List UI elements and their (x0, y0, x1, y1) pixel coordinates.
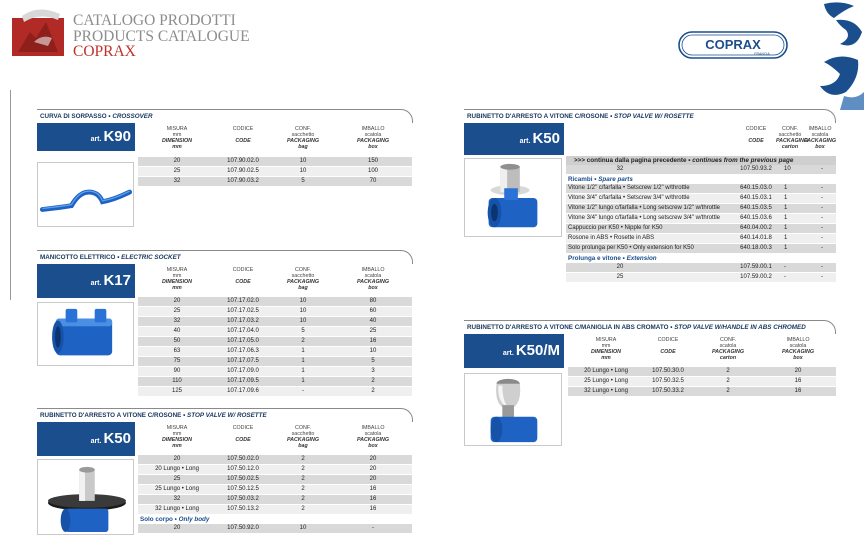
table-row: 20 107.59.00.1 - - (566, 263, 836, 273)
col-size: MISURA mm DIMENSION mm (161, 126, 193, 150)
col-size: MISURA mm DIMENSION mm (590, 337, 622, 361)
table-row: 75 107.17.07.5 1 5 (138, 357, 412, 367)
title-english: STOP VALVE W/ ROSETTE (614, 113, 694, 120)
table-row: 20 107.90.02.0 10 150 (138, 157, 412, 167)
table-row: 32 Lungo • Long 107.50.33.2 2 16 (568, 387, 836, 397)
subsection-label: Solo corpo • Only body (140, 516, 210, 523)
col-code: CODICE CODE (745, 126, 767, 144)
data-table (138, 455, 412, 534)
section-title: CURVA DI SORPASSO • CROSSOVER (37, 109, 413, 123)
section-k17 (37, 250, 413, 400)
section-k50-continued (464, 109, 836, 294)
table-row: 40 107.17.04.0 5 25 (138, 327, 412, 337)
title-italian: RUBINETTO D'ARRESTO A VITONE C/ROSONE (467, 113, 609, 120)
product-photo (37, 162, 134, 227)
table-row: 20 Lungo • Long 107.50.30.0 2 20 (568, 367, 836, 377)
continued-note: >>> continua dalla pagina precedente • continues from the previous page (566, 156, 836, 165)
col-code: CODICE CODE (232, 267, 254, 285)
table-row: Vitone 1/2" lungo c/farfalla • Long setscrew 1/2" w/throttle 640.15.03.5 1 - (566, 204, 836, 214)
table-row: 25 107.59.00.2 - - (566, 273, 836, 283)
table-row: Solo prolunga per K50 • Only extension for K50 640.18.00.3 1 - (566, 244, 836, 254)
col-bag: CONF. scatola PACKAGING carton (712, 337, 744, 361)
table-row: Rosone in ABS • Rosette in ABS 640.14.01.8 1 - (566, 234, 836, 244)
col-code: CODICE CODE (232, 126, 254, 144)
section-k50 (37, 408, 413, 535)
table-row: 110 107.17.09.5 1 2 (138, 377, 412, 387)
table-row: Vitone 3/4" c/farfalla • Setscrew 3/4" w/throttle 640.15.03.1 1 - (566, 194, 836, 204)
article-label (37, 264, 135, 298)
col-bag: CONF. sacchetto PACKAGING bag (287, 126, 319, 150)
col-box: IMBALLO scatola PACKAGING box (357, 425, 389, 449)
table-row: Vitone 1/2" c/farfalla • Setscrew 1/2" w/throttle 640.15.03.0 1 - (566, 184, 836, 194)
title-english: CROSSOVER (112, 113, 153, 120)
article-prefix: art. (90, 280, 102, 287)
table-row: Cappuccio per K50 • Nipple for K50 640.04.00.2 1 - (566, 224, 836, 234)
title-italian: CURVA DI SORPASSO (40, 113, 107, 120)
article-prefix: art. (502, 350, 514, 357)
table-row: 20 107.17.02.0 10 80 (138, 297, 412, 307)
title-english: STOP VALVE W/ ROSETTE (187, 412, 267, 419)
title-italian: RUBINETTO D'ARRESTO A VITONE C/ROSONE (40, 412, 182, 419)
col-size: MISURA mm DIMENSION mm (161, 425, 193, 449)
section-k50m (464, 320, 836, 446)
article-label (464, 123, 564, 155)
product-photo (37, 302, 134, 366)
table-row: 25 Lungo • Long 107.50.32.5 2 16 (568, 377, 836, 387)
product-photo (464, 158, 562, 237)
table-row: 90 107.17.09.0 1 3 (138, 367, 412, 377)
article-code: K50 (103, 430, 131, 447)
col-box: IMBALLO scatola PACKAGING box (357, 267, 389, 291)
article-code: K50/M (515, 342, 560, 359)
logo-sub: FRANCIA (754, 52, 770, 56)
data-table (568, 367, 836, 397)
title-italian: RUBINETTO D'ARRESTO A VITONE C/MANIGLIA IN ABS CROMATO (467, 324, 669, 331)
section-title: MANICOTTO ELETTRICO • ELECTRIC SOCKET (37, 250, 413, 264)
data-table (138, 297, 412, 397)
coprax-logo (678, 31, 788, 59)
margin-rule (10, 90, 11, 300)
title-brand: COPRAX (73, 43, 136, 60)
table-row: 20 Lungo • Long 107.50.12.0 2 20 (138, 465, 412, 475)
table-row: 50 107.17.05.0 2 16 (138, 337, 412, 347)
col-size: MISURA mm DIMENSION mm (161, 267, 193, 291)
data-table (566, 156, 836, 283)
article-label (464, 334, 564, 368)
table-row: 20 107.50.02.0 2 20 (138, 455, 412, 465)
table-row: 25 107.50.02.5 2 20 (138, 475, 412, 485)
section-title: RUBINETTO D'ARRESTO A VITONE C/ROSONE • STOP VALVE W/ ROSETTE (37, 408, 413, 422)
table-row: 25 107.17.02.5 10 60 (138, 307, 412, 317)
article-label (37, 422, 135, 456)
article-code: K17 (103, 272, 131, 289)
col-bag: CONF. sacchetto PACKAGING bag (287, 267, 319, 291)
table-row: Vitone 3/4" lungo c/farfalla • Long setscrew 3/4" w/throttle 640.15.03.6 1 - (566, 214, 836, 224)
catalogue-title (73, 13, 250, 60)
title-italian: MANICOTTO ELETTRICO (40, 254, 116, 261)
logo-text: COPRAX (705, 37, 761, 52)
decorative-water-swirl (810, 0, 865, 110)
table-row: 32 Lungo • Long 107.50.13.2 2 16 (138, 505, 412, 515)
section-k90 (37, 109, 413, 227)
section-title: RUBINETTO D'ARRESTO A VITONE C/MANIGLIA IN ABS CROMATO • STOP VALVE W/HANDLE IN ABS CHROMED (464, 320, 836, 334)
data-table (138, 157, 412, 187)
article-prefix: art. (90, 136, 102, 143)
subsection-label: Ricambi • Spare parts (568, 176, 633, 183)
article-label (37, 123, 135, 151)
table-row: 63 107.17.06.3 1 10 (138, 347, 412, 357)
table-row: 32 107.50.03.2 2 16 (138, 495, 412, 505)
subsection-label: Prolunga e vitone • Extension (568, 255, 657, 262)
title-english: PRODUCTS CATALOGUE (73, 27, 250, 45)
coprax-emblem (12, 8, 68, 56)
table-row: 25 Lungo • Long 107.50.12.5 2 16 (138, 485, 412, 495)
title-italian: CATALOGO PRODOTTI (73, 12, 236, 29)
table-row: 25 107.90.02.5 10 100 (138, 167, 412, 177)
section-title: RUBINETTO D'ARRESTO A VITONE C/ROSONE • STOP VALVE W/ ROSETTE (464, 109, 836, 123)
col-bag: CONF. sacchetto PACKAGING bag (287, 425, 319, 449)
table-row: 32 107.90.03.2 5 70 (138, 177, 412, 187)
article-code: K90 (103, 128, 131, 145)
table-row: 32 107.50.93.2 10 - (566, 165, 836, 175)
col-code: CODICE CODE (232, 425, 254, 443)
col-bag: CONF. sacchetto PACKAGING carton (776, 126, 808, 150)
article-prefix: art. (90, 438, 102, 445)
col-box: IMBALLO scatola PACKAGING box (804, 126, 836, 150)
table-row: 125 107.17.09.6 - 2 (138, 387, 412, 397)
col-code: CODICE CODE (657, 337, 679, 355)
product-photo (37, 459, 134, 535)
title-english: ELECTRIC SOCKET (121, 254, 181, 261)
article-code: K50 (532, 130, 560, 147)
article-prefix: art. (519, 138, 531, 145)
product-photo (464, 373, 562, 446)
table-row: 32 107.17.03.2 10 40 (138, 317, 412, 327)
col-box: IMBALLO scatola PACKAGING box (357, 126, 389, 150)
title-english: STOP VALVE W/HANDLE IN ABS CHROMED (674, 324, 806, 331)
col-box: IMBALLO scatola PACKAGING box (782, 337, 814, 361)
table-row: 20 107.50.92.0 10 - (138, 524, 412, 534)
